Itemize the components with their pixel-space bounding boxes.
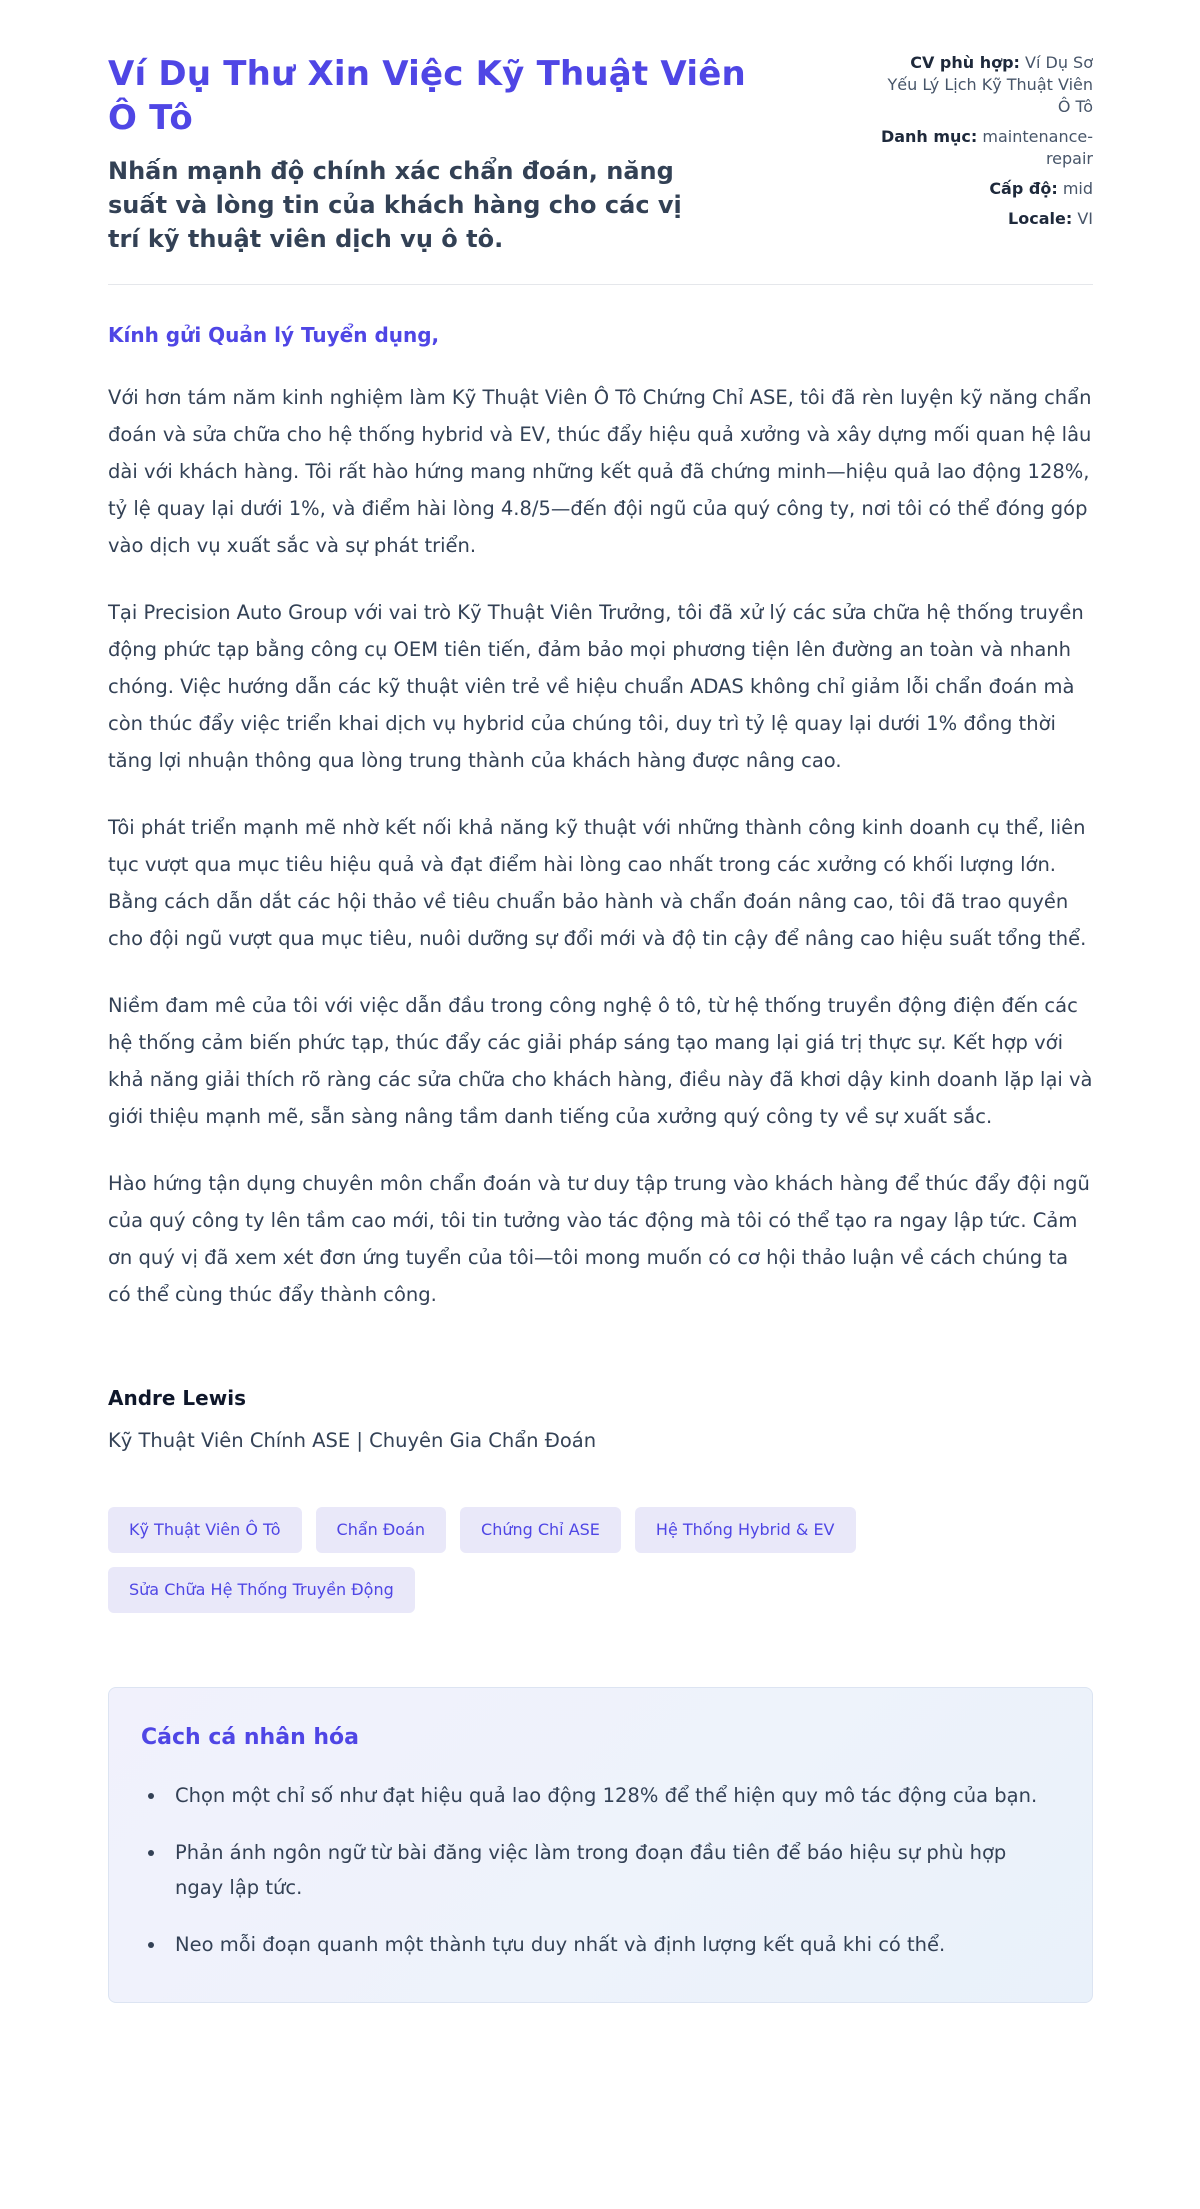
meta-row-level [878, 178, 1093, 200]
cover-letter-page [108, 0, 1093, 2073]
tag-chip[interactable]: Chẩn Đoán [316, 1507, 446, 1553]
tag-chip[interactable]: Chứng Chỉ ASE [460, 1507, 621, 1553]
meta-locale-label: Locale: [1008, 209, 1073, 228]
tips-item: • Phản ánh ngôn ngữ từ bài đăng việc làm trong đoạn đầu tiên để báo hiệu sự phù hợp ngay lập tức. [167, 1835, 1052, 1905]
meta-locale-value: VI [1077, 209, 1093, 228]
letter-paragraph: Tại Precision Auto Group với vai trò Kỹ Thuật Viên Trưởng, tôi đã xử lý các sửa chữa hệ thống truyền động phức tạp bằng công cụ OEM tiên tiến, đảm bảo mọi phương tiện lên đường an toàn và nhanh chóng. Việc hướng dẫn các kỹ thuật viên trẻ về hiệu chuẩn ADAS không chỉ giảm lỗi chẩn đoán mà còn thúc đẩy việc triển khai dịch vụ hybrid của chúng tôi, duy trì tỷ lệ quay lại dưới 1% đồng thời tăng lợi nhuận thông qua lòng trung thành của khách hàng được nâng cao. [108, 601, 1084, 772]
letter-paragraph: Tôi phát triển mạnh mẽ nhờ kết nối khả năng kỹ thuật với những thành công kinh doanh cụ thể, liên tục vượt qua mục tiêu hiệu quả và đạt điểm hài lòng cao nhất trong các xưởng có khối lượng lớn. Bằng cách dẫn dắt các hội thảo về tiêu chuẩn bảo hành và chẩn đoán nâng cao, tôi đã trao quyền cho đội ngũ vượt qua mục tiêu, nuôi dưỡng sự đổi mới và độ tin cậy để nâng cao hiệu suất tổng thể. [108, 816, 1087, 950]
meta-category-value: maintenance-repair [982, 127, 1093, 168]
header-title-block [108, 52, 768, 256]
signature-name: Andre Lewis [108, 1386, 246, 1410]
meta-cv-value[interactable]: Ví Dụ Sơ Yếu Lý Lịch Kỹ Thuật Viên Ô Tô [887, 53, 1093, 116]
tag-chip[interactable]: Sửa Chữa Hệ Thống Truyền Động [108, 1567, 415, 1613]
tips-title: Cách cá nhân hóa [141, 1725, 360, 1750]
page-title: Ví Dụ Thư Xin Việc Kỹ Thuật Viên Ô Tô [108, 54, 746, 138]
tips-list [141, 1778, 1052, 1962]
letter-paragraph: Với hơn tám năm kinh nghiệm làm Kỹ Thuật Viên Ô Tô Chứng Chỉ ASE, tôi đã rèn luyện kỹ năng chẩn đoán và sửa chữa cho hệ thống hybrid và EV, thúc đẩy hiệu quả xưởng và xây dựng mối quan hệ lâu dài với khách hàng. Tôi rất hào hứng mang những kết quả đã chứng minh—hiệu quả lao động 128%, tỷ lệ quay lại dưới 1%, và điểm hài lòng 4.8/5—đến đội ngũ của quý công ty, nơi tôi có thể đóng góp vào dịch vụ xuất sắc và sự phát triển. [108, 386, 1092, 557]
page-subtitle: Nhấn mạnh độ chính xác chẩn đoán, năng suất và lòng tin của khách hàng cho các vị trí kỹ thuật viên dịch vụ ô tô. [108, 157, 682, 253]
meta-level-value: mid [1062, 179, 1093, 198]
meta-row-cv [878, 52, 1093, 118]
letter-paragraph: Niềm đam mê của tôi với việc dẫn đầu trong công nghệ ô tô, từ hệ thống truyền động điện đến các hệ thống cảm biến phức tạp, thúc đẩy các giải pháp sáng tạo mang lại giá trị thực sự. Kết hợp với khả năng giải thích rõ ràng các sửa chữa cho khách hàng, điều này đã khơi dậy kinh doanh lặp lại và giới thiệu mạnh mẽ, sẵn sàng nâng tầm danh tiếng của xưởng quý công ty về sự xuất sắc. [108, 994, 1093, 1128]
letter-paragraph: Hào hứng tận dụng chuyên môn chẩn đoán và tư duy tập trung vào khách hàng để thúc đẩy đội ngũ của quý công ty lên tầm cao mới, tôi tin tưởng vào tác động mà tôi có thể tạo ra ngay lập tức. Cảm ơn quý vị đã xem xét đơn ứng tuyển của tôi—tôi mong muốn có cơ hội thảo luận về cách chúng ta có thể cùng thúc đẩy thành công. [108, 1172, 1090, 1306]
letter-greeting: Kính gửi Quản lý Tuyển dụng, [108, 323, 440, 347]
tips-item: • Chọn một chỉ số như đạt hiệu quả lao động 128% để thể hiện quy mô tác động của bạn. [167, 1778, 1052, 1813]
page-header [108, 52, 1093, 256]
meta-row-category [878, 126, 1093, 170]
tag-chip[interactable]: Kỹ Thuật Viên Ô Tô [108, 1507, 302, 1553]
tag-chip[interactable]: Hệ Thống Hybrid & EV [635, 1507, 856, 1553]
meta-row-locale [878, 208, 1093, 230]
meta-cv-label: CV phù hợp: [910, 53, 1020, 72]
tag-list [108, 1507, 908, 1613]
meta-panel [878, 52, 1093, 238]
tips-item: • Neo mỗi đoạn quanh một thành tựu duy nhất và định lượng kết quả khi có thể. [167, 1927, 1052, 1962]
meta-level-label: Cấp độ: [989, 179, 1058, 198]
meta-category-label: Danh mục: [880, 127, 978, 146]
personalization-tips-box [108, 1687, 1093, 2003]
signature-role: Kỹ Thuật Viên Chính ASE | Chuyên Gia Chẩn Đoán [108, 1429, 597, 1452]
header-divider [108, 284, 1093, 285]
